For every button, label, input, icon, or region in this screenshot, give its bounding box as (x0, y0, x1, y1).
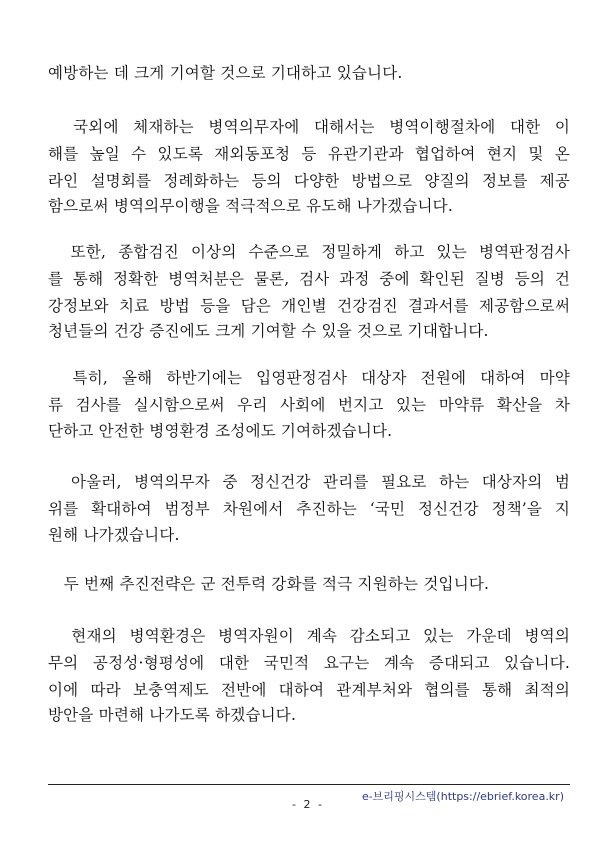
paragraph-2-line-1: 국외에 체재하는 병역의무자에 대해서는 병역이행절차에 대한 이 (48, 118, 570, 136)
paragraph-7-line-2: 무의 공정성·형평성에 대한 국민적 요구는 계속 증대되고 있습니다. (48, 654, 570, 672)
paragraph-4-line-3: 단하고 안전한 병영환경 조성에도 기여하겠습니다. (48, 422, 393, 440)
paragraph-1-line-1: 예방하는 데 크게 기여할 것으로 기대하고 있습니다. (48, 64, 403, 82)
paragraph-7-line-4: 방안을 마련해 나가도록 하겠습니다. (48, 706, 297, 724)
paragraph-4-line-1: 특히, 올해 하반기에는 입영판정검사 대상자 전원에 대하여 마약 (48, 369, 570, 387)
paragraph-3-line-1: 또한, 종합검진 이상의 수준으로 정밀하게 하고 있는 병역판정검사 (48, 243, 570, 261)
paragraph-2-line-4: 함으로써 병역의무이행을 적극적으로 유도해 나가겠습니다. (48, 197, 453, 215)
paragraph-4-line-2: 류 검사를 실시함으로써 우리 사회에 번지고 있는 마약류 확산을 차 (48, 396, 570, 414)
page-number: - 2 - (292, 798, 324, 811)
paragraph-2-line-2: 해를 높일 수 있도록 재외동포청 등 유관기관과 협업하여 현지 및 온 (48, 145, 570, 163)
paragraph-5-line-1: 아울러, 병역의무자 중 정신건강 관리를 필요로 하는 대상자의 범 (48, 473, 570, 491)
footer-divider (48, 784, 570, 785)
paragraph-5-line-2: 위를 확대하여 범정부 차원에서 추진하는 ‘국민 정신건강 정책’을 지 (48, 500, 570, 518)
ebrief-site-link[interactable]: e-브리핑시스템(https://ebrief.korea.kr) (361, 790, 564, 803)
paragraph-7-line-1: 현재의 병역환경은 병역자원이 계속 감소되고 있는 가운데 병역의 (48, 627, 570, 645)
paragraph-3-line-3: 강정보와 치료 방법 등을 담은 개인별 건강검진 결과서를 제공함으로써 (48, 297, 570, 315)
paragraph-2-line-3: 라인 설명회를 정례화하는 등의 다양한 방법으로 양질의 정보를 제공 (48, 172, 570, 190)
paragraph-3-line-2: 를 통해 정확한 병역처분은 물론, 검사 과정 중에 확인된 질병 등의 건 (48, 270, 570, 288)
paragraph-7-line-3: 이에 따라 보충역제도 전반에 대하여 관계부처와 협의를 통해 최적의 (48, 681, 570, 699)
paragraph-3-line-4: 청년들의 건강 증진에도 크게 기여할 수 있을 것으로 기대합니다. (48, 322, 489, 340)
paragraph-5-line-3: 원해 나가겠습니다. (48, 526, 180, 544)
paragraph-6-line-1: 두 번째 추진전략은 군 전투력 강화를 적극 지원하는 것입니다. (48, 575, 490, 593)
